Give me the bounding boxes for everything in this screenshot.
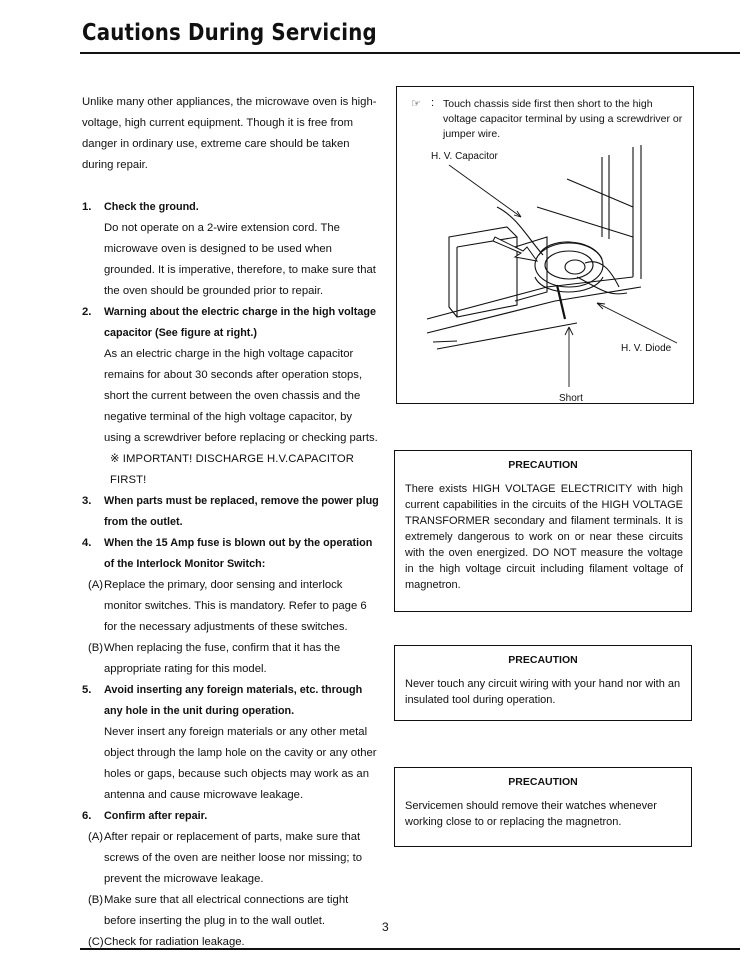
arrow-icon [493,237,537,261]
page-title: Cautions During Servicing [82,20,377,46]
label-short: Short [559,393,583,404]
item-heading: Confirm after repair. [104,810,208,822]
item-number: 3. [82,495,92,507]
precaution-box-wiring [394,645,692,721]
item-heading: Warning about the electric charge in the high voltage capacitor (See figure at right.) [104,306,376,339]
note-colon: : [431,97,435,109]
sub-letter: (C) [88,936,104,948]
item-number: 2. [82,306,92,318]
sub-letter: (A) [88,579,104,591]
item-heading: Check the ground. [104,201,199,213]
list-item [82,302,382,491]
item-body: Never insert any foreign materials or any other metal object through the lamp hole on the cavity or any other holes or gaps, because such objects may work as an antenna and cause microwave leakage. [104,726,377,801]
label-hv-diode: H. V. Diode [621,343,672,354]
sub-item [82,575,382,638]
sub-letter: (B) [88,894,104,906]
intro-paragraph: Unlike many other appliances, the microwave oven is high-voltage, high current equipment. Though it is free from danger in ordinary use, extreme care should be taken during repair. [82,96,377,171]
item-number: 4. [82,537,92,549]
sub-text: Check for radiation leakage. [104,936,245,948]
important-note: ※ IMPORTANT! DISCHARGE H.V.CAPACITOR FIRST! [110,453,355,486]
sub-item [82,638,382,680]
label-hv-capacitor: H. V. Capacitor [431,151,498,162]
left-column [82,92,382,953]
list-item [82,491,382,533]
precaution-title: PRECAUTION [508,459,578,471]
item-heading: When parts must be replaced, remove the power plug from the outlet. [104,495,379,528]
item-number: 5. [82,684,92,696]
sub-item [82,890,382,932]
precaution-text: Servicemen should remove their watches whenever working close to or replacing the magnetron. [405,800,657,828]
precaution-title: PRECAUTION [508,654,578,666]
item-number: 6. [82,810,92,822]
sub-text: Make sure that all electrical connections are tight before inserting the plug in to the wall outlet. [104,894,349,927]
item-heading: Avoid inserting any foreign materials, etc. through any hole in the unit during operation. [104,684,363,717]
precaution-title: PRECAUTION [508,776,578,788]
sub-text: After repair or replacement of parts, make sure that screws of the oven are neither loose nor missing; to prevent the microwave leakage. [104,831,363,885]
list-item [82,806,382,953]
sub-letter: (A) [88,831,104,843]
footer-rule [80,948,740,950]
sub-item [82,827,382,890]
precaution-box-watches [394,767,692,847]
sub-text: Replace the primary, door sensing and interlock monitor switches. This is mandatory. Refer to page 6 for the necessary adjustments of these switches. [104,579,367,633]
capacitor-illustration [397,87,693,403]
item-number: 1. [82,201,92,213]
item-body: Do not operate on a 2-wire extension cord. The microwave oven is designed to be used when grounded. It is imperative, therefore, to make sure that the oven should be grounded prior to repair. [104,222,376,297]
list-item [82,533,382,680]
sub-text: When replacing the fuse, confirm that it has the appropriate rating for this model. [104,642,341,675]
page-number: 3 [382,920,389,934]
precaution-text: There exists HIGH VOLTAGE ELECTRICITY with high current capabilities in the circuits of the HIGH VOLTAGE TRANSFORMER secondary and filament terminals. It is extremely dangerous to work on or near these circuits with the oven energized. DO NOT measure the voltage in the high voltage circuit including filament voltage of magnetron. [405,483,683,591]
item-heading: When the 15 Amp fuse is blown out by the operation of the Interlock Monitor Switch: [104,537,373,570]
item-body: As an electric charge in the high voltage capacitor remains for about 30 seconds after operation stops, short the current between the oven chassis and the negative terminal of the high voltage capacitor, by using a screwdriver before replacing or checking parts. [104,348,378,444]
pointing-hand-icon: ☞ [411,98,421,110]
precaution-text: Never touch any circuit wiring with your hand nor with an insulated tool during operation. [405,678,681,706]
precaution-box-high-voltage [394,450,692,612]
figure-note: Touch chassis side first then short to the high voltage capacitor terminal by using a screwdriver or jumper wire. [443,98,683,140]
sub-letter: (B) [88,642,104,654]
list-item [82,197,382,302]
list-item [82,680,382,806]
capacitor-discharge-figure [396,86,694,404]
title-rule [80,52,740,54]
